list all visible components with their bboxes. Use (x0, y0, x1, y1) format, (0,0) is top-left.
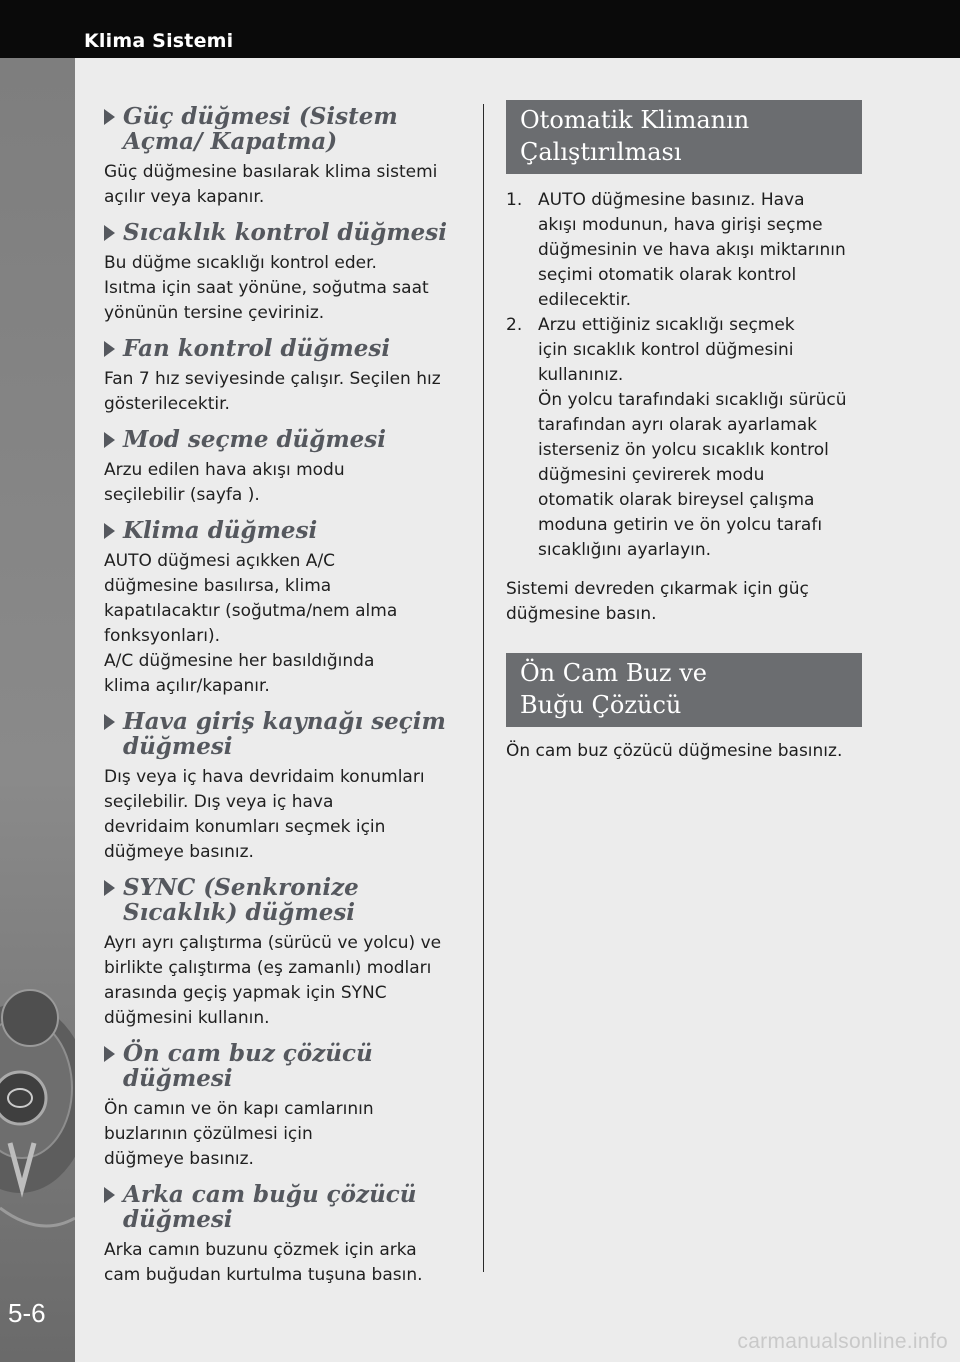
section-heading: Güç düğmesi (Sistem Açma/ Kapatma) (104, 104, 464, 154)
bullet-marker-icon (104, 1187, 115, 1203)
bullet-marker-icon (104, 1046, 115, 1062)
section-heading: SYNC (Senkronize Sıcaklık) düğmesi (104, 875, 464, 925)
section-fan-control (104, 336, 464, 417)
bullet-marker-icon (104, 341, 115, 357)
defrost-text: Ön cam buz çözücü düğmesine basınız. (506, 741, 843, 761)
section-body: Fan 7 hız seviyesinde çalışır. Seçilen hız gösterilecektir. (104, 369, 441, 414)
steering-wheel-illustration (0, 58, 75, 1362)
header-bar (0, 0, 960, 58)
section-air-intake (104, 709, 464, 865)
section-body: Dış veya iç hava devridaim konumları seçilebilir. Dış veya iç hava devridaim konumları seçmek için düğmeye basınız. (104, 767, 425, 862)
section-power-button (104, 104, 464, 210)
bullet-marker-icon (104, 109, 115, 125)
auto-operation-steps (506, 188, 864, 563)
section-windshield-defroster (104, 1041, 464, 1172)
section-heading: Arka cam buğu çözücü düğmesi (104, 1182, 464, 1232)
bullet-marker-icon (104, 880, 115, 896)
section-heading: Sıcaklık kontrol düğmesi (104, 220, 464, 245)
section-mode-select (104, 427, 464, 508)
section-heading: Hava giriş kaynağı seçim düğmesi (104, 709, 464, 759)
section-ac-button (104, 518, 464, 699)
step-item: 1. AUTO düğmesine basınız. Hava akışı modunun, hava girişi seçme düğmesinin ve hava akışı miktarının seçimi otomatik olarak kontrol edilecektir. (506, 190, 846, 310)
auto-operation-heading: Otomatik Klimanın Çalıştırılması (506, 100, 862, 174)
defrost-heading: Ön Cam Buz ve Buğu Çözücü (506, 653, 862, 727)
right-column (506, 100, 864, 790)
section-rear-defogger (104, 1182, 464, 1288)
system-off-text: Sistemi devreden çıkarmak için güç düğmesine basın. (506, 579, 809, 624)
column-divider (483, 104, 484, 1272)
section-heading: Ön cam buz çözücü düğmesi (104, 1041, 464, 1091)
section-heading: Klima düğmesi (104, 518, 464, 543)
bullet-marker-icon (104, 523, 115, 539)
section-body: Ayrı ayrı çalıştırma (sürücü ve yolcu) ve birlikte çalıştırma (eş zamanlı) modları arasında geçiş yapmak için SYNC düğmesini kullanın. (104, 933, 442, 1028)
section-body: Güç düğmesine basılarak klima sistemi açılır veya kapanır. (104, 162, 438, 207)
bullet-marker-icon (104, 714, 115, 730)
bullet-marker-icon (104, 225, 115, 241)
section-body: Arka camın buzunu çözmek için arka cam buğudan kurtulma tuşuna basın. (104, 1240, 423, 1285)
section-body: Bu düğme sıcaklığı kontrol eder. Isıtma için saat yönüne, soğutma saat yönünün tersine çeviriniz. (104, 253, 429, 323)
watermark: carmanualsonline.info (737, 1330, 948, 1353)
section-body: Arzu edilen hava akışı modu seçilebilir (sayfa ). (104, 460, 345, 505)
bullet-marker-icon (104, 432, 115, 448)
section-heading: Fan kontrol düğmesi (104, 336, 464, 361)
left-column (104, 104, 464, 1298)
page-number: 5-6 (8, 1298, 46, 1328)
chapter-title: Klima Sistemi (84, 30, 234, 52)
section-body: AUTO düğmesi açıkken A/C düğmesine basılırsa, klima kapatılacaktır (soğutma/nem alma fonksyonları). A/C düğmesine her basıldığında klima açılır/kapanır. (104, 551, 398, 696)
section-sync-button (104, 875, 464, 1031)
section-body: Ön camın ve ön kapı camlarının buzlarının çözülmesi için düğmeye basınız. (104, 1099, 374, 1169)
section-heading: Mod seçme düğmesi (104, 427, 464, 452)
sidebar-strip (0, 58, 75, 1362)
section-temperature-dial (104, 220, 464, 326)
step-item: 2. Arzu ettiğiniz sıcaklığı seçmek için sıcaklık kontrol düğmesini kullanınız. Ön yolcu tarafındaki sıcaklığı sürücü tarafından ayrı olarak ayarlamak isterseniz ön yolcu sıcaklık kontrol düğmesini çevirerek modu otomatik olarak bireysel çalışma moduna getirin ve ön yolcu tarafı sıcaklığını ayarlayın. (506, 315, 847, 560)
